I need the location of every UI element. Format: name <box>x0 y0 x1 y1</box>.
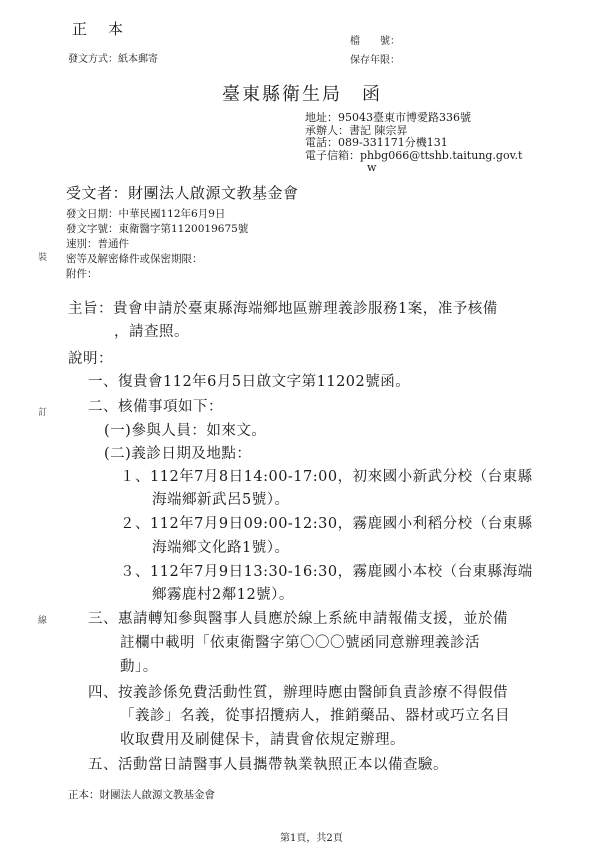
schedule-3-line-1: ３、112年7月9日13:30-16:30，霧鹿國小本校（台東縣海端 <box>120 564 533 580</box>
handler: 承辦人：書記 陳宗昇 <box>305 123 408 137</box>
recipient: 受文者：財團法人啟源文教基金會 <box>66 184 299 202</box>
send-method: 發文方式：紙本郵寄 <box>68 54 158 65</box>
file-number-label: 檔 號： <box>350 36 400 47</box>
item-1: 一、復貴會112年6月5日啟文字第11202號函。 <box>88 374 411 390</box>
cc-line: 正本：財團法人啟源文教基金會 <box>68 789 215 801</box>
item-3-line-2: 註欄中載明「依東衛醫字第〇〇〇號函同意辦理義診活 <box>120 635 480 651</box>
document-number: 發文字號：東衛醫字第1120019675號 <box>66 223 249 235</box>
address: 地址：95043臺東市博愛路336號 <box>305 111 471 124</box>
item-4-line-2: 「義診」名義，從事招攬病人，推銷藥品、器材或巧立名目 <box>120 708 510 724</box>
subject-line-2: ，請查照。 <box>114 324 189 340</box>
item-2-sub-1: (一)參與人員：如來文。 <box>104 423 267 439</box>
item-2: 二、核備事項如下： <box>88 399 223 415</box>
item-4-line-1: 四、按義診係免費活動性質，辦理時應由醫師負責診療不得假借 <box>88 685 508 701</box>
item-4-line-3: 收取費用及刷健保卡，請貴會依規定辦理。 <box>120 732 405 748</box>
page-footer: 第1頁，共2頁 <box>280 833 343 844</box>
email-line-1: 電子信箱：phbg066@ttshb.taitung.gov.t <box>305 148 523 162</box>
explanation-label: 說明： <box>68 351 113 367</box>
schedule-2-line-2: 海端鄉文化路1號）。 <box>152 540 290 556</box>
phone: 電話：089-331171分機131 <box>305 136 448 149</box>
item-5: 五、活動當日請醫事人員攜帶執業執照正本以備查驗。 <box>88 757 448 773</box>
attachment: 附件： <box>66 268 98 280</box>
secrecy-level: 密等及解密條件或保密期限： <box>66 253 203 265</box>
schedule-2-line-1: ２、112年7月9日09:00-12:30，霧鹿國小利稻分校（台東縣 <box>120 516 533 532</box>
meta-block <box>66 207 248 282</box>
issue-date: 發文日期：中華民國112年6月9日 <box>66 208 226 220</box>
schedule-1-line-1: １、112年7月8日14:00-17:00，初來國小新武分校（台東縣 <box>120 469 533 485</box>
email-line-2: w <box>367 161 377 174</box>
speed-class: 速別：普通件 <box>66 238 129 250</box>
item-2-sub-2: (二)義診日期及地點： <box>104 446 252 462</box>
retention-label: 保存年限： <box>350 55 400 66</box>
document-title: 臺東縣衛生局 函 <box>222 84 382 105</box>
copy-label: 正 本 <box>72 20 127 38</box>
schedule-1-line-2: 海端鄉新武呂5號）。 <box>152 492 290 508</box>
contact-block <box>305 112 522 175</box>
item-3-line-3: 動」。 <box>120 659 158 675</box>
item-3-line-1: 三、惠請轉知參與醫事人員應於線上系統申請報備支援，並於備 <box>88 611 508 627</box>
subject-line-1: 主旨：貴會申請於臺東縣海端鄉地區辦理義診服務1案，准予核備 <box>68 301 498 317</box>
binding-mark-top: 裝 <box>38 253 48 263</box>
binding-mark-bottom: 線 <box>38 616 48 626</box>
schedule-3-line-2: 鄉霧鹿村2鄰12號）。 <box>152 587 294 603</box>
binding-mark-middle: 訂 <box>38 408 48 418</box>
